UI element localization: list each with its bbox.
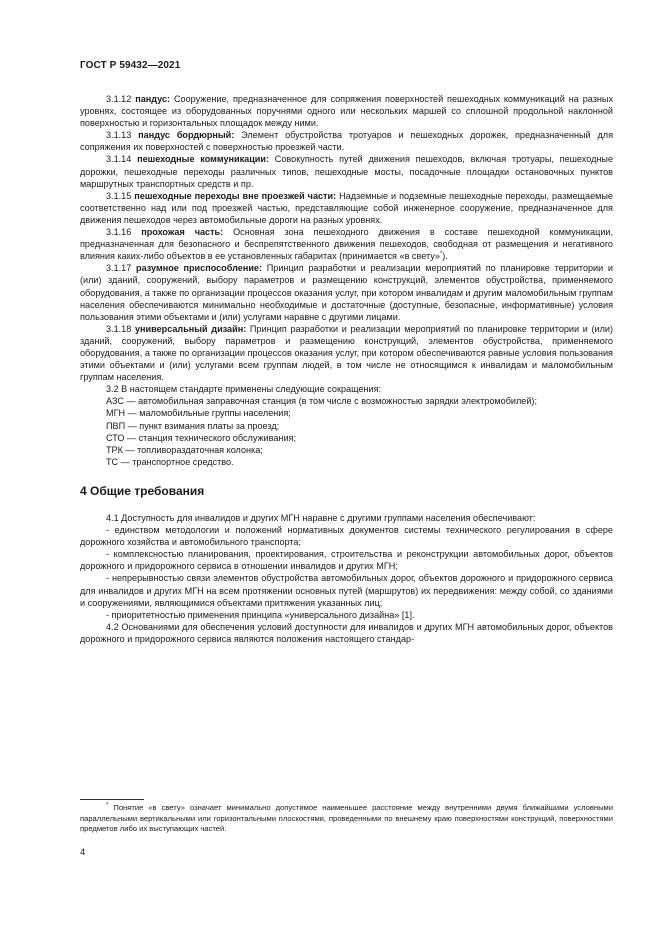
term: универсальный дизайн: xyxy=(134,323,247,334)
term: пандус бордюрный: xyxy=(138,130,235,141)
clause-number: 3.1.16 xyxy=(106,227,132,238)
list-item: - единством методологии и положений нормативных документов системы технического регулирования в сфере дорожного хозяйства и автомобильного транспорта; xyxy=(80,525,613,548)
clause-number: 3.1.15 xyxy=(106,190,132,201)
abbreviation-item: МГН — маломобильные группы населения; xyxy=(106,408,291,419)
clause-4-2: 4.2 Основаниями для обеспечения условий доступности для инвалидов и других МГН автомобильных дорог, объектов дорожного и придорожного сервиса являются положения настоящего стандар- xyxy=(80,621,613,644)
definition-text-end: ). xyxy=(442,251,448,262)
definition-3-1-14 xyxy=(80,153,613,189)
abbreviation-item: СТО — станция технического обслуживания; xyxy=(106,432,296,443)
definition-text: Элемент обустройства тротуаров и пешеходных дорожек, предназначенный для сопряжения их поверхностей с поверхностью проезжей части. xyxy=(80,130,614,153)
definition-text: Основная зона пешеходного движения в составе пешеходной коммуникации, предназначенная для безопасного и беспрепятственного движения пешеходов, свободная от размещения и негативного влияния каких-либо объектов в ее установленных габаритах (принимается «в свету» xyxy=(80,227,614,262)
definition-3-1-16 xyxy=(80,226,613,262)
clause-number: 3.1.17 xyxy=(106,263,132,274)
abbreviation-item: ПВП — пункт взимания платы за проезд; xyxy=(106,420,280,431)
term: разумное приспособление: xyxy=(136,263,263,274)
definition-text: Сооружение, предназначенное для сопряжения поверхностей пешеходных коммуникаций на разных уровнях, состоящее из оборудованных поручнями одного или нескольких маршей со сплошной продольной наклонной поверхностью и горизонтальных площадок между ними. xyxy=(80,94,613,129)
clause-number: 3.1.13 xyxy=(106,130,132,141)
footnote-divider xyxy=(80,799,144,800)
definition-text: Принцип разработки и реализации мероприятий по планировке территории и (или) зданий, сооружений, выбору параметров и размещению конструкций, элементов обустройства, применяемого оборудования, а также по организации процессов оказания услуг, при котором обеспечиваются равные условия пользования этими объектами и (или) услугами всем группам людей, в том числе не относящимся к инвалидам и маломобильным группам населения. xyxy=(80,323,614,383)
footnote-marker[interactable]: * xyxy=(439,251,443,258)
abbreviation-item: ТС — транспортное средство. xyxy=(106,456,234,467)
section-heading: 4 Общие требования xyxy=(80,483,205,498)
footnote-text: Понятие «в свету» означает минимально допустимое наименьшее расстояние между внутренними двумя ближайшими условными параллельными вертикальными или горизонтальными плоскостями, проведенными по внешнему краю поверхностями конструкций, поверхностями предметов либо их выступающих частей. xyxy=(80,803,613,834)
clause-number: 3.1.12 xyxy=(106,94,132,104)
list-item: - непрерывностью связи элементов обустройства автомобильных дорог, объектов дорожного и придорожного сервиса для инвалидов и других МГН на всем протяжении основных путей (маршрутов) их передвижения: между собой, со зданиями и сооружениями, являющимися объектами притяжения указанных лиц; xyxy=(80,573,613,608)
list-item: - приоритетностью применения принципа «универсального дизайна» [1]. xyxy=(106,609,415,620)
abbreviations-intro: 3.2 В настоящем стандарте применены следующие сокращения: xyxy=(106,384,382,395)
document-body xyxy=(80,93,613,645)
clause-number: 3.1.14 xyxy=(106,154,132,165)
term: пешеходные переходы вне проезжей части: xyxy=(134,190,337,201)
term: пешеходные коммуникации: xyxy=(137,154,270,165)
document-header: ГОСТ Р 59432—2021 xyxy=(80,60,181,71)
clause-number: 3.1.18 xyxy=(106,323,132,334)
definition-3-1-12 xyxy=(80,93,613,129)
definition-3-1-18 xyxy=(80,323,613,383)
abbreviation-item: ТРК — топливораздаточная колонка; xyxy=(106,444,263,455)
term: прохожая часть: xyxy=(141,227,224,238)
list-item: - комплексностью планирования, проектирования, строительства и реконструкции автомобильных дорог, объектов дорожного и придорожного сервиса в отношении инвалидов и других МГН; xyxy=(80,549,613,572)
abbreviation-item: АЗС — автомобильная заправочная станция (в том числе с возможностью зарядки электромобилей); xyxy=(106,396,537,407)
footnote xyxy=(80,803,613,835)
definition-text: Надземные и подземные пешеходные переходы, размещаемые соответственно над или под проезжей частью, представляющие собой инженерное сооружение, предназначенное для движения пешеходов через автомобильные дороги на разных уровнях. xyxy=(80,190,613,225)
definition-3-1-15 xyxy=(80,190,613,226)
page-number: 4 xyxy=(80,847,86,858)
clause-4-1: 4.1 Доступность для инвалидов и других МГН наравне с другими группами населения обеспечивают: xyxy=(106,513,536,523)
term: пандус: xyxy=(135,94,171,104)
definition-3-1-17 xyxy=(80,262,613,322)
definition-3-1-13 xyxy=(80,129,613,153)
definition-text: Принцип разработки и реализации мероприятий по планировке территории и (или) зданий, сооружений, выбору параметров и размещению конструкций, элементов обустройства, применяемого оборудования, а также по организации процессов оказания услуг, при котором инвалидам и другим маломобильным группам населения обеспечиваются минимально необходимые и достаточные (доступные, безопасные, информативные) условия пользования этими объектами и (или) услугами наравне с другими лицами. xyxy=(80,263,614,322)
definition-text: Совокупность путей движения пешеходов, включая тротуары, пешеходные дорожки, пешеходные переходы различных типов, пешеходные мосты, посадочные площадки остановочных пунктов маршрутных транспортных средств и пр. xyxy=(80,154,614,189)
footnote-marker: * xyxy=(106,802,109,809)
